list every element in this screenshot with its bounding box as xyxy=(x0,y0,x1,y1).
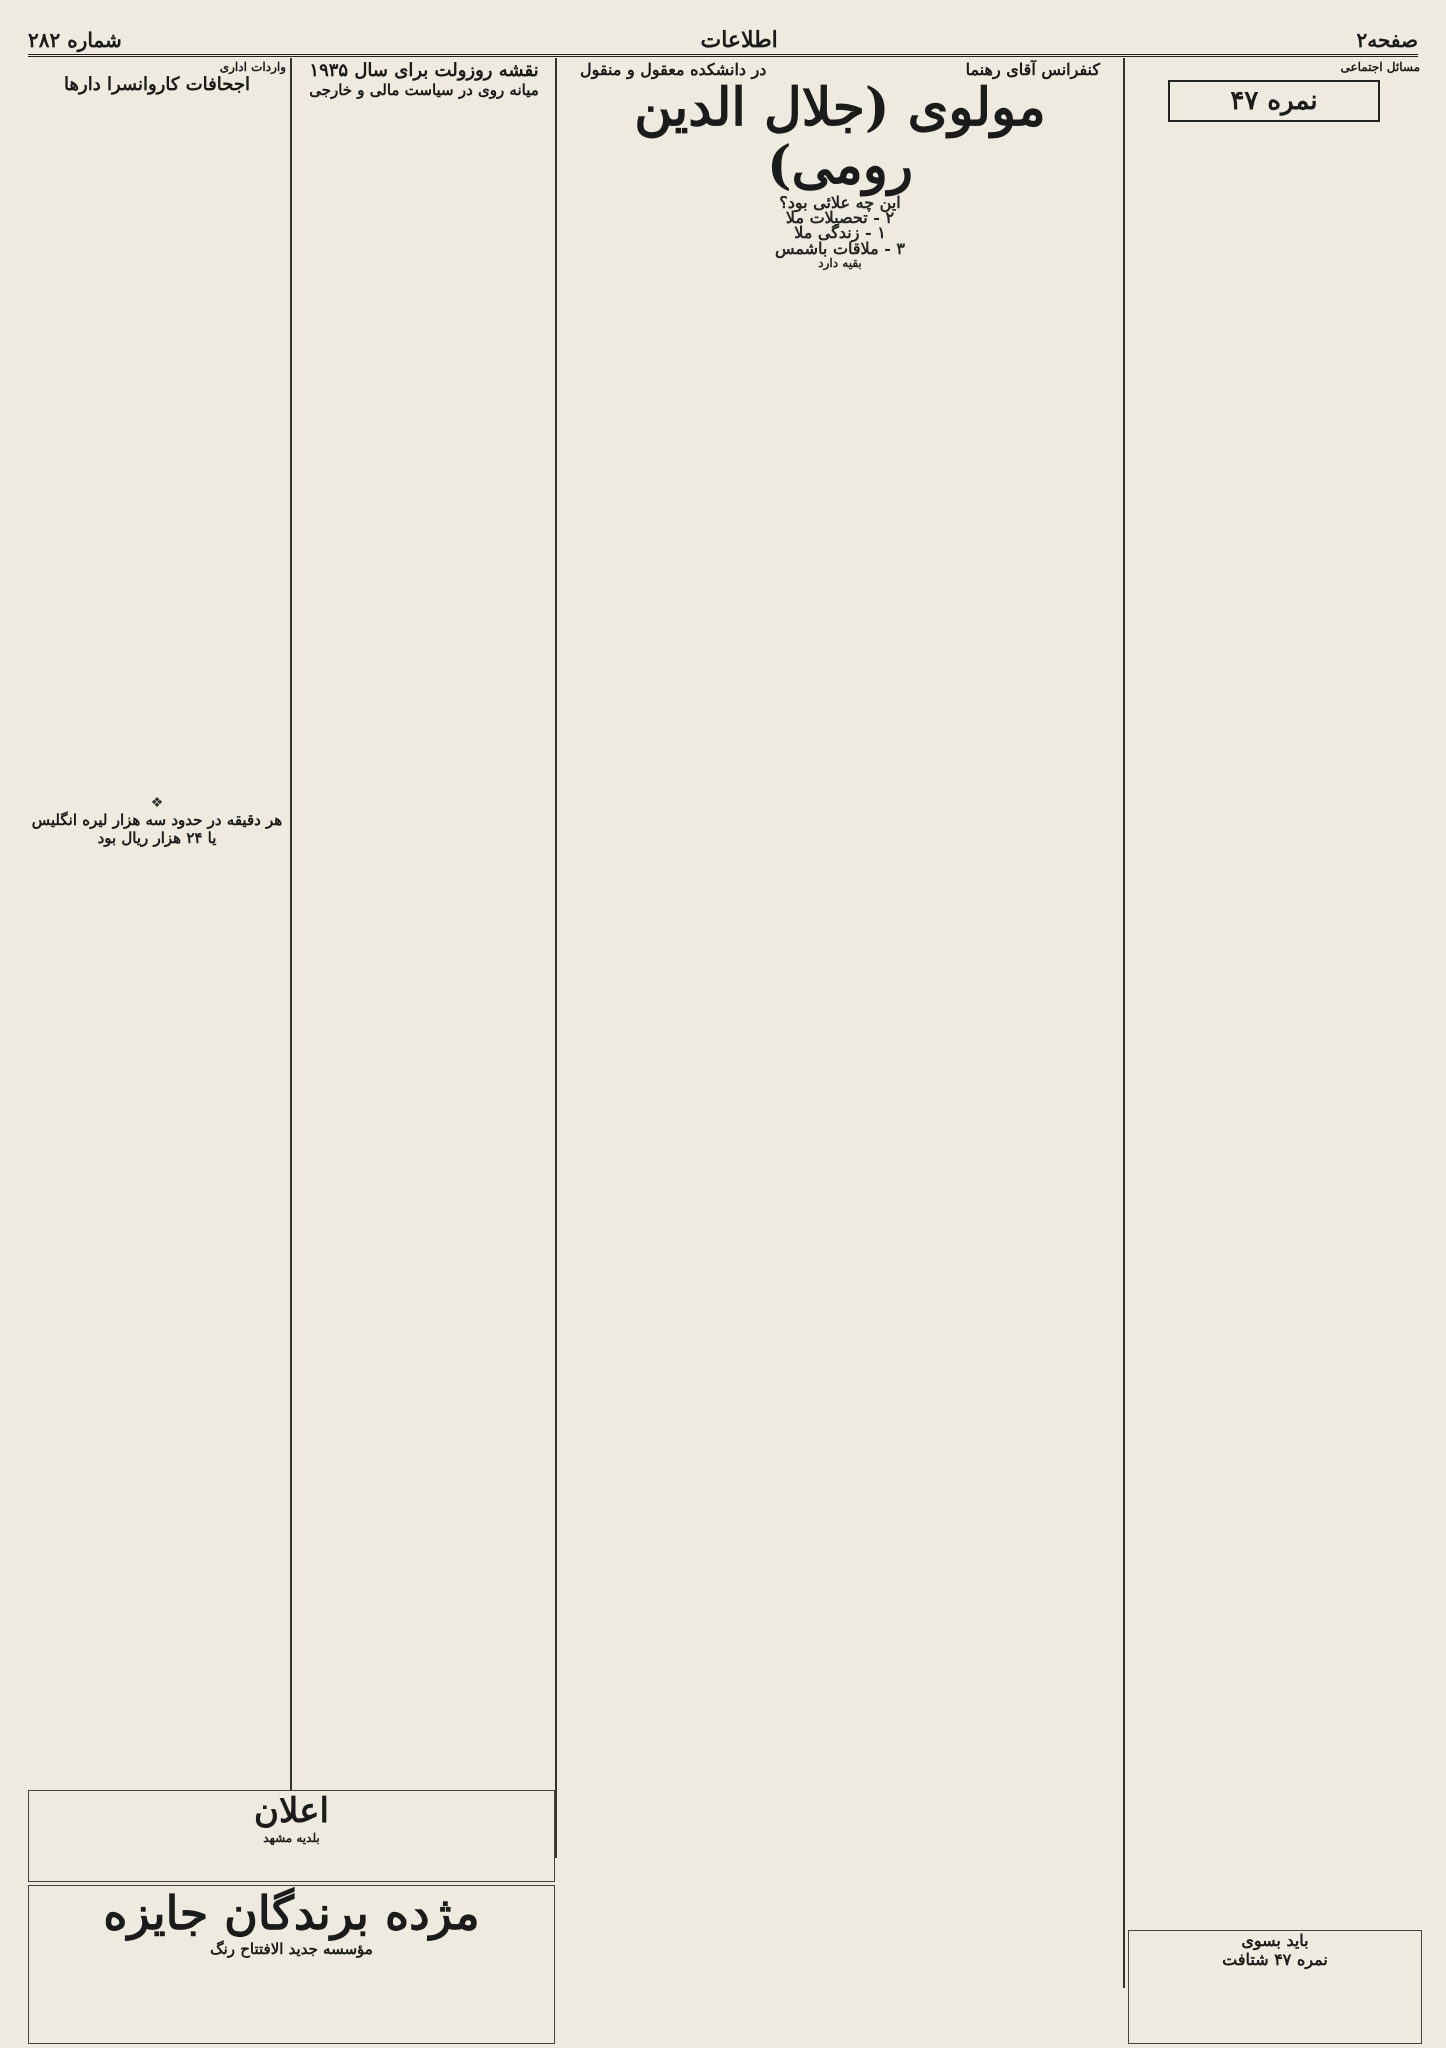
section-heading: این چه علائی بود؟ xyxy=(779,193,901,212)
section-heading: ۲ - تحصیلات ملا xyxy=(785,208,895,228)
left-kicker: واردات اداری xyxy=(219,60,286,74)
column-body xyxy=(1128,128,1420,1928)
box-headline: باید بسوی xyxy=(1241,1931,1309,1950)
column-title: نمره ۴۷ xyxy=(1168,80,1380,122)
box-body xyxy=(1129,1969,1421,1973)
box-headline: نمره ۴۷ شتافت xyxy=(1222,1950,1328,1969)
column-rule xyxy=(555,58,557,1858)
prize-title: مژده برندگان جایزه xyxy=(103,1886,480,1940)
section-heading: ۱ - زندگی ملا xyxy=(794,223,886,243)
right-bottom-box xyxy=(1128,1930,1422,2044)
section-heading: ۳ - ملاقات باشمس xyxy=(774,238,906,258)
column-roosevelt xyxy=(295,60,553,1860)
main-body xyxy=(560,195,1120,1860)
main-kicker-left: در دانشکده معقول و منقول xyxy=(580,60,767,79)
left-mid-body xyxy=(28,847,286,1747)
masthead-title: اطلاعات xyxy=(700,27,778,53)
ad-title: اعلان xyxy=(254,1791,329,1831)
issue-number: شماره ۲۸۲ xyxy=(28,28,122,52)
column-rule xyxy=(1123,58,1125,1988)
continued-note: بقیه دارد xyxy=(818,255,862,270)
divider-star-icon: ❖ xyxy=(150,795,164,811)
main-title: مولوی (جلال الدین رومی) xyxy=(634,77,1046,196)
column-right xyxy=(1128,60,1420,2000)
left-body xyxy=(28,95,286,795)
column-left xyxy=(28,60,286,1820)
ad-box xyxy=(28,1790,555,1882)
ad-footer: بلدیه مشهد xyxy=(263,1831,320,1845)
column-rule xyxy=(290,58,292,1818)
page-number: صفحه۲ xyxy=(1356,28,1418,52)
page-header xyxy=(28,26,1418,57)
column-main xyxy=(560,60,1120,1860)
roosevelt-title: نقشه روزولت برای سال ۱۹۳۵ xyxy=(309,60,539,81)
column-kicker: مسائل اجتماعی xyxy=(1340,60,1420,74)
roosevelt-subtitle: میانه روی در سیاست مالی و خارجی xyxy=(309,81,539,99)
prize-company: مؤسسه جدید الافتتاح رنگ xyxy=(210,1940,373,1958)
roosevelt-body xyxy=(295,99,553,1799)
prize-box xyxy=(28,1885,555,2044)
main-kicker-right: کنفرانس آقای رهنما xyxy=(965,60,1100,79)
left-mid-headline: هر دقیقه در حدود سه هزار لیره انگلیس یا ۲۴ هزار ریال بود xyxy=(31,811,283,847)
left-title: اجحافات کاروانسرا دارها xyxy=(64,74,250,95)
